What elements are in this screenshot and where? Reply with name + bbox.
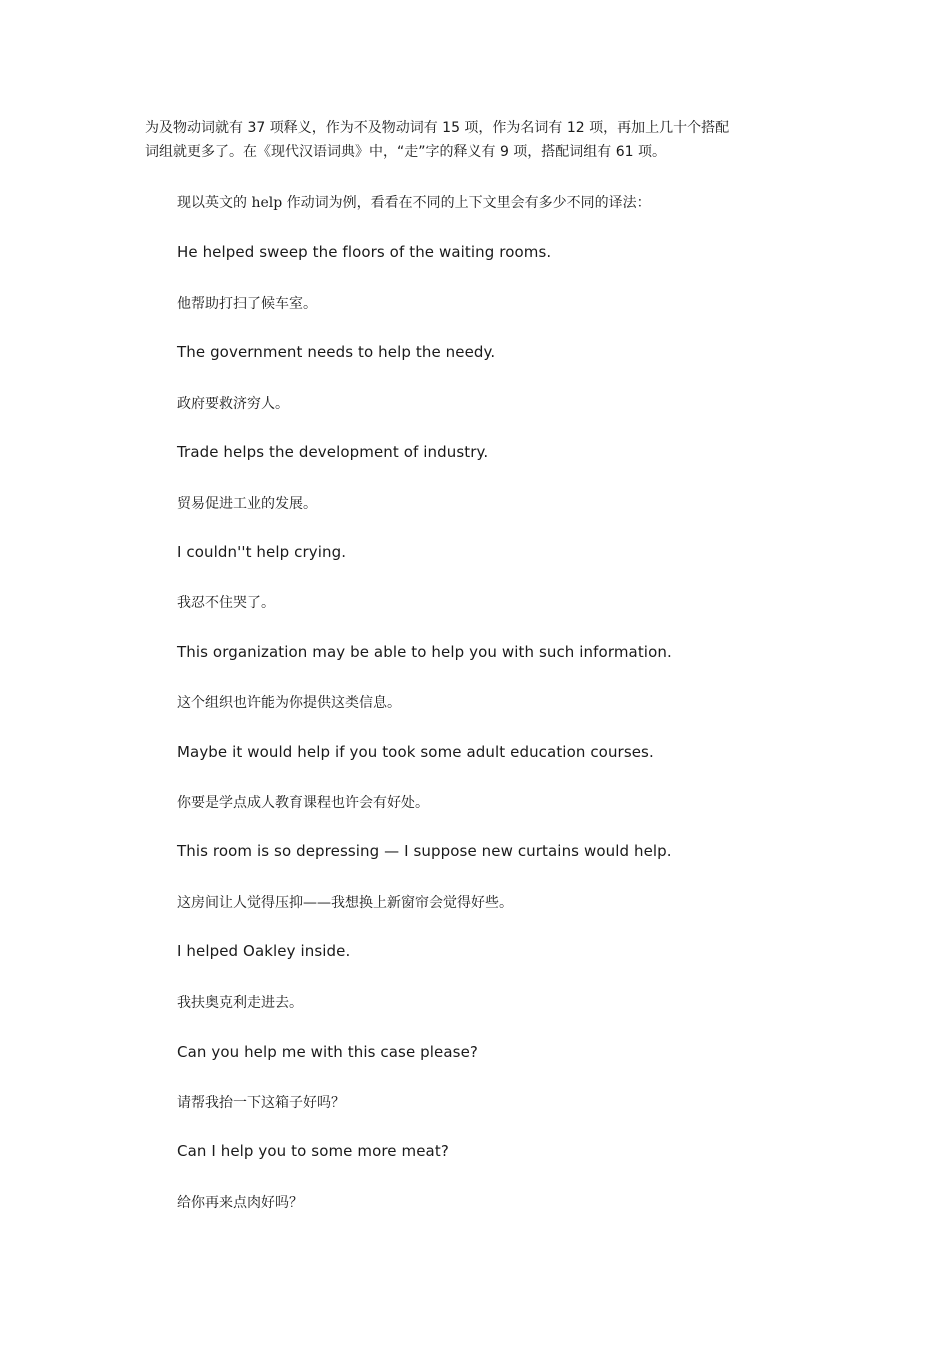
lead-sentence: 现以英文的 help 作动词为例，看看在不同的上下文里会有多少不同的译法： — [177, 195, 651, 211]
example-en: Trade helps the development of industry. — [177, 443, 489, 461]
example-en: Maybe it would help if you took some adult education courses. — [177, 743, 654, 761]
example-zh: 你要是学点成人教育课程也许会有好处。 — [177, 795, 429, 811]
example-en: I helped Oakley inside. — [177, 942, 351, 960]
example-zh: 政府要救济穷人。 — [177, 396, 289, 412]
example-zh: 他帮助打扫了候车室。 — [177, 296, 317, 312]
example-en: The government needs to help the needy. — [177, 343, 496, 361]
example-zh: 给你再来点肉好吗？ — [177, 1195, 303, 1211]
intro-line-1: 为及物动词就有 37 项释义，作为不及物动词有 15 项，作为名词有 12 项，再加上几十个搭配 — [145, 120, 730, 136]
example-en: Can I help you to some more meat? — [177, 1142, 449, 1160]
example-zh: 贸易促进工业的发展。 — [177, 496, 317, 512]
intro-paragraph — [145, 116, 817, 164]
example-zh: 请帮我抬一下这箱子好吗？ — [177, 1095, 345, 1111]
example-zh: 我扶奥克利走进去。 — [177, 995, 303, 1011]
example-en: He helped sweep the floors of the waiting rooms. — [177, 243, 552, 261]
example-zh: 这个组织也许能为你提供这类信息。 — [177, 695, 401, 711]
example-en: I couldn''t help crying. — [177, 543, 347, 561]
example-en: This room is so depressing — I suppose new curtains would help. — [177, 842, 672, 860]
example-en: Can you help me with this case please? — [177, 1043, 478, 1061]
example-en: This organization may be able to help you with such information. — [177, 643, 672, 661]
intro-line-2: 词组就更多了。在《现代汉语词典》中，“走”字的释义有 9 项，搭配词组有 61 项。 — [145, 144, 667, 160]
example-zh: 我忍不住哭了。 — [177, 595, 275, 611]
example-zh: 这房间让人觉得压抑——我想换上新窗帘会觉得好些。 — [177, 895, 513, 911]
